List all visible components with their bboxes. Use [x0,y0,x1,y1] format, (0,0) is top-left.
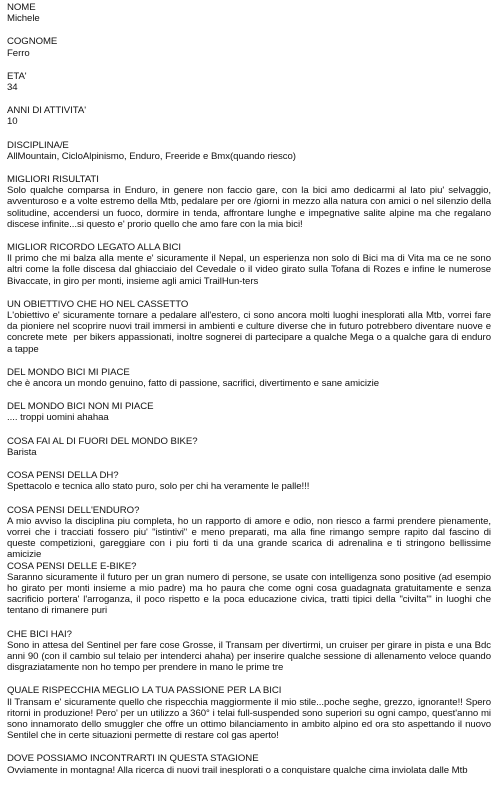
section-miglior-ricordo [7,242,494,287]
question-label: ANNI DI ATTIVITA' [7,105,86,117]
section-mi-piace [7,367,491,389]
question-label: COSA FAI AL DI FUORI DEL MONDO BIKE? [7,435,198,447]
answer-text: che è ancora un mondo genuino, fatto di passione, sacrifici, divertimento e sane amicizie [7,378,380,390]
question-label: COSA PENSI DELL'ENDURO? [7,504,140,516]
section-ebike [7,560,494,617]
answer-text: Sono in attesa del Sentinel per fare cose Grosse, il Transam per divertirmi, un cruiser per girare in pista e una Bdc anni 90 (con il cambio sul telaio per intenderci ahaha) per inserire qualche sessione di allenamento veloce quando disgraziatamente non ho tempo per prendere in mano le prime tre [7,639,494,674]
section-disciplina [7,140,491,162]
section-fuori-mondo-bike [7,436,491,458]
section-dove-incontrarti [7,753,491,775]
section-nome [7,2,491,24]
section-cognome [7,36,491,58]
question-label: DISCIPLINA/E [7,139,69,151]
question-label: DEL MONDO BICI NON MI PIACE [7,401,154,413]
answer-text: Ovviamente in montagna! Alla ricerca di nuovi trail inesplorati o a conquistare qualche cima inviolata dalle Mtb [7,764,468,776]
question-label: COSA PENSI DELLE E-BIKE? [7,560,137,572]
question-label: MIGLIOR RICORDO LEGATO ALLA BICI [7,242,181,254]
question-label: COGNOME [7,36,58,48]
section-non-mi-piace [7,401,491,423]
question-label: QUALE RISPECCHIA MEGLIO LA TUA PASSIONE PER LA BICI [7,685,282,697]
section-enduro [7,504,494,561]
answer-text: 34 [7,82,18,94]
answer-text: Solo qualche comparsa in Enduro, in genere non faccio gare, con la bici amo dedicarmi al lato piu' selvaggio, avventuroso e a volte estremo della Mtb, pedalare per ore /giorni in mezzo alla natura con amici o nel silenzio della solitudine, accendersi un fuoco, dormire in tenda, affrontare lunghe e impegnative salite alpine ma che regalano discese infinite...si questo e' prorio quello che amo fare con la mia bici! [7,185,494,230]
answer-text: Il primo che mi balza alla mente e' sicuramente il Nepal, un esperienza non solo di Bici ma di Vita ma ce ne sono altri come la folle discesa dal ghiacciaio del Cevedale o il video girato sulla Tofana di Rozes e infine le numerose Bivaccate, in giro per monti, insieme agli amici TrailHun-ters [7,253,494,287]
section-dh [7,470,491,492]
section-anni-attivita [7,105,491,127]
answer-text: AllMountain, CicloAlpinismo, Enduro, Freeride e Bmx(quando riesco) [7,150,296,162]
answer-text: Spettacolo e tecnica allo stato puro, solo per chi ha veramente le palle!!! [7,481,310,493]
section-obiettivo [7,298,494,355]
section-eta [7,71,491,93]
question-label: DEL MONDO BICI MI PIACE [7,366,130,378]
answer-text: A mio avviso la disciplina piu completa, ho un rapporto di amore e odio, non riesco a farmi prendere pienamente, vorrei che i tracciati fossero piu' "istintivi" e meno preparati, ma alla fine rimango sempre rapito dal fascino di queste competizioni, gareggiare con i piu forti ti da una grande scarica di adrenalina e ti stringono bellissime amicizie [7,515,494,561]
answer-text: Saranno sicuramente il futuro per un gran numero di persone, se usate con intelligenza sono positive (ad esempio ho girato per monti insieme a mio padre) ma ho paura che come ogni cosa guadagnata gratuitamente e senza sacrificio portera' l'arroganza, il poco rispetto e la poca educazione civica, tratti tipici della "civilta'" in luoghi che tentano di rimanere puri [7,571,494,617]
answer-text: Barista [7,446,37,458]
answer-text: Ferro [7,47,30,59]
answer-text: Michele [7,13,40,25]
question-label: NOME [7,2,36,13]
answer-text: 10 [7,116,18,128]
question-label: DOVE POSSIAMO INCONTRARTI IN QUESTA STAGIONE [7,753,259,765]
interview-document [7,2,494,788]
question-label: UN OBIETTIVO CHE HO NEL CASSETTO [7,298,189,310]
question-label: ETA' [7,70,27,82]
question-label: MIGLIORI RISULTATI [7,174,99,186]
answer-text: L'obiettivo e' sicuramente tornare a pedalare all'estero, ci sono ancora molti luoghi inesplorati alla Mtb, vorrei fare da pioniere nel scoprire nuovi trail immersi in ambienti e culture diverse che in futuro potrebbero diventare nuove e concrete mete per bikers appassionati, inoltre sognerei di partecipare a qualche Mega o a qualche gara di enduro a tappe [7,310,494,355]
section-che-bici [7,628,494,674]
question-label: COSA PENSI DELLA DH? [7,470,119,482]
section-migliori-risultati [7,174,494,230]
answer-text: Il Transam e' sicuramente quello che rispecchia maggiormente il mio stile...poche seghe, grezzo, ignorante!! Spero ritorni in produzione! Pero' per un utilizzo a 360° i telai full-suspended sono superiori su ogni campo, quest'anno mi sono innamorato dello smuggler che offre un ottimo bilanciamento in ambito alpino ed ora sto aspettando il nuovo Sentilel che in certe situazioni permette di restare col gas aperto! [7,696,494,742]
question-label: CHE BICI HAI? [7,628,72,640]
section-rispecchia-passione [7,685,494,742]
answer-text: .... troppi uomini ahahaa [7,412,109,424]
